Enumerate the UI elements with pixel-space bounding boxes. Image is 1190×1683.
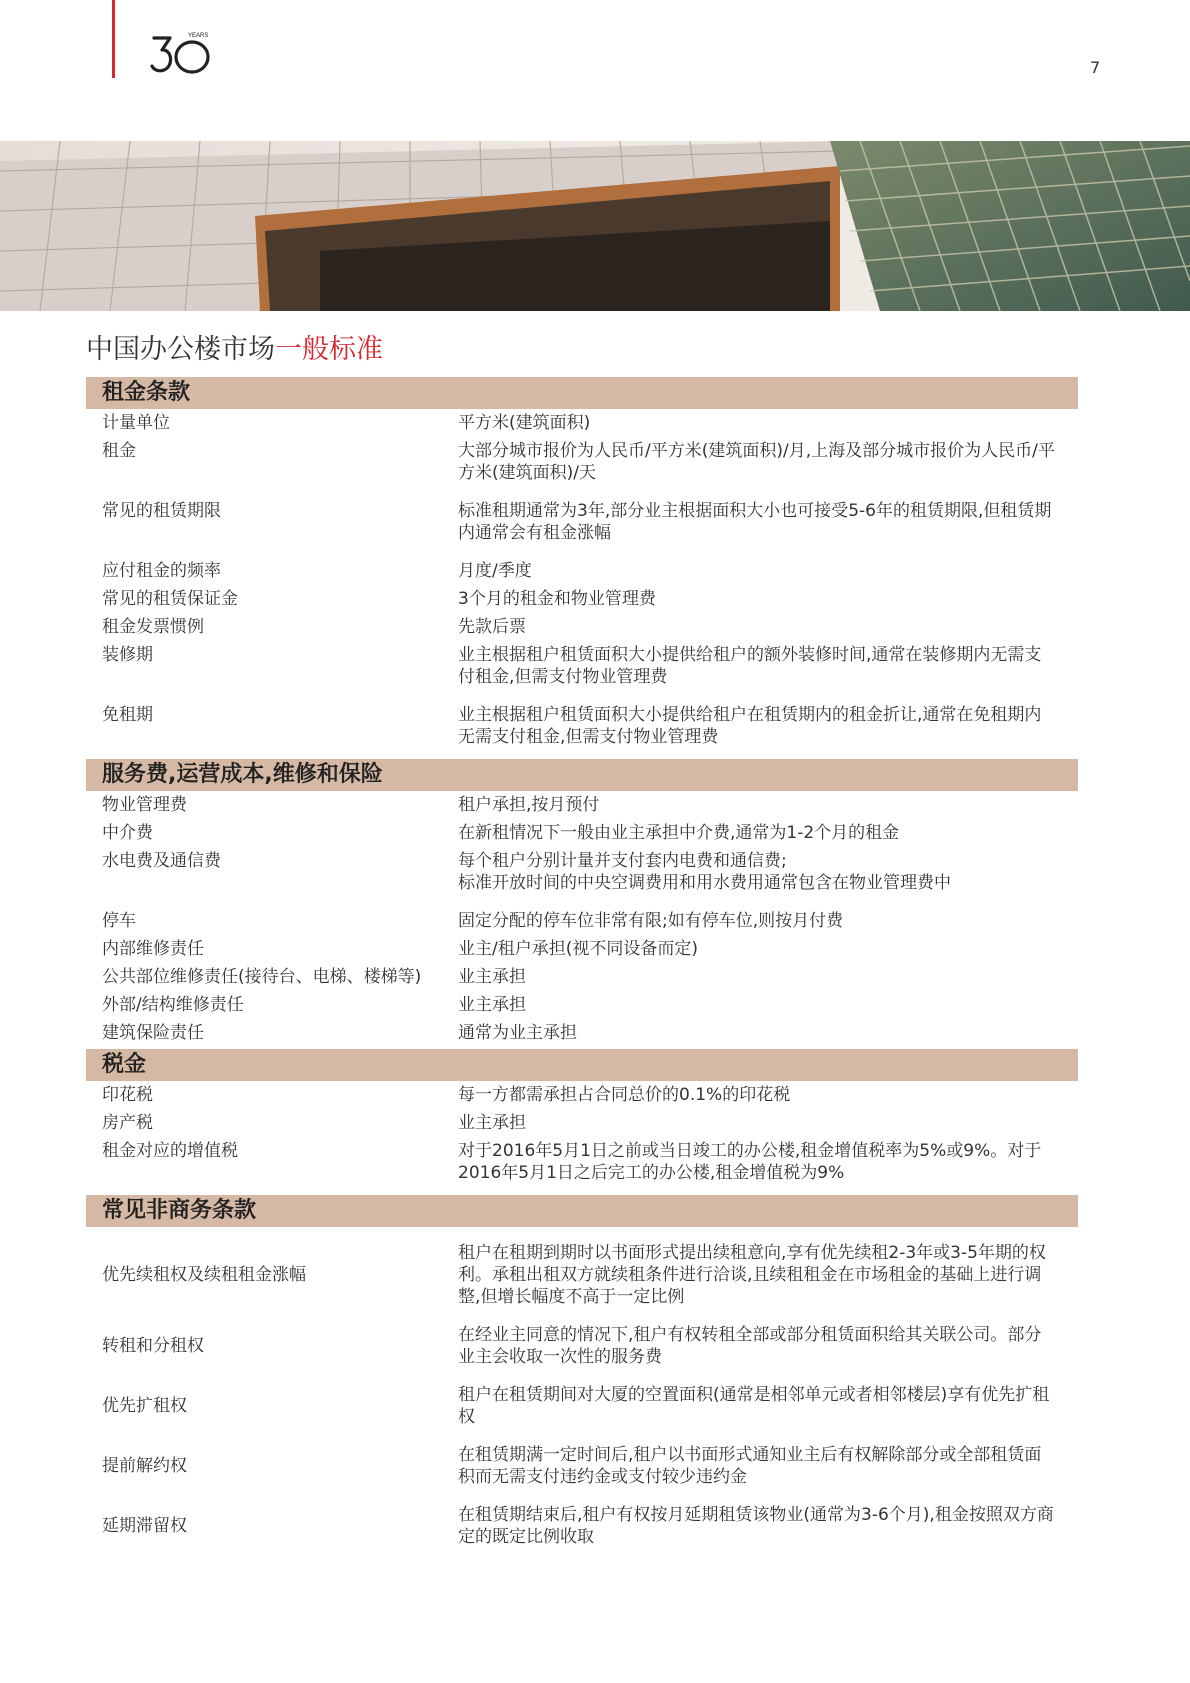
page-title	[86, 327, 383, 366]
table-row	[86, 409, 1078, 437]
row-value: 业主承担	[458, 995, 526, 1015]
page-number: 7	[1090, 58, 1101, 77]
section-header-service-fees: 服务费,运营成本,维修和保险	[86, 759, 1078, 791]
hero-building-image	[0, 141, 1190, 311]
row-label: 建筑保险责任	[102, 1023, 204, 1043]
building-facade-image	[0, 141, 1190, 311]
row-label: 印花税	[102, 1085, 153, 1105]
row-label: 租金对应的增值税	[102, 1141, 238, 1161]
row-value: 标准租期通常为3年,部分业主根据面积大小也可接受5-6年的租赁期限,但租赁期内通常会有租金涨幅	[458, 501, 1052, 543]
row-value: 先款后票	[458, 617, 526, 637]
row-label: 转租和分租权	[102, 1336, 204, 1356]
row-label: 提前解约权	[102, 1456, 187, 1476]
row-label: 水电费及通信费	[102, 851, 221, 871]
row-value: 租户承担,按月预付	[458, 795, 600, 815]
row-value: 租户在租期到期时以书面形式提出续租意向,享有优先续租2-3年或3-5年期的权利。承租出租双方就续租条件进行洽谈,且续租租金在市场租金的基础上进行调整,但增长幅度不高于一定比例	[458, 1243, 1046, 1307]
table-row	[86, 1437, 1078, 1497]
row-label: 公共部位维修责任(接待台、电梯、楼梯等)	[102, 967, 422, 987]
table-row	[86, 963, 1078, 991]
table-row	[86, 701, 1078, 751]
table-row	[86, 1137, 1078, 1187]
row-value: 平方米(建筑面积)	[458, 413, 591, 433]
row-value: 固定分配的停车位非常有限;如有停车位,则按月付费	[458, 911, 844, 931]
row-value: 业主承担	[458, 1113, 526, 1133]
row-label: 免租期	[102, 705, 153, 725]
row-value: 业主/租户承担(视不同设备而定)	[458, 939, 698, 959]
row-value: 业主根据租户租赁面积大小提供给租户的额外装修时间,通常在装修期内无需支付租金,但需支付物业管理费	[458, 645, 1042, 687]
table-row	[86, 935, 1078, 963]
row-label: 常见的租赁期限	[102, 501, 221, 521]
section-header-rent-terms: 租金条款	[86, 377, 1078, 409]
row-value: 租户在租赁期间对大厦的空置面积(通常是相邻单元或者相邻楼层)享有优先扩租权	[458, 1385, 1050, 1427]
row-label: 延期滞留权	[102, 1516, 187, 1536]
row-value-multiline	[458, 847, 1058, 897]
row-label: 优先扩租权	[102, 1396, 187, 1416]
table-row	[86, 613, 1078, 641]
section-header-non-commercial-terms: 常见非商务条款	[86, 1195, 1078, 1227]
row-value: 在新租情况下一般由业主承担中介费,通常为1-2个月的租金	[458, 823, 900, 843]
table-row	[86, 585, 1078, 613]
table-row	[86, 991, 1078, 1019]
row-value: 大部分城市报价为人民币/平方米(建筑面积)/月,上海及部分城市报价为人民币/平方米(建筑面积)/天	[458, 441, 1055, 483]
table-row	[86, 1235, 1078, 1317]
row-label: 中介费	[102, 823, 153, 843]
logo-30-years-icon	[150, 30, 220, 80]
row-value: 月度/季度	[458, 561, 532, 581]
table-row	[86, 791, 1078, 819]
table-row	[86, 907, 1078, 935]
row-value: 3个月的租金和物业管理费	[458, 589, 656, 609]
svg-text:YEARS: YEARS	[188, 33, 209, 39]
table-row	[86, 847, 1078, 907]
row-value: 对于2016年5月1日之前或当日竣工的办公楼,租金增值税率为5%或9%。对于2016年5月1日之后完工的办公楼,租金增值税为9%	[458, 1141, 1042, 1183]
standards-table	[86, 377, 1078, 1557]
row-label: 计量单位	[102, 413, 170, 433]
row-label: 房产税	[102, 1113, 153, 1133]
header-red-line	[112, 0, 115, 78]
table-row	[86, 437, 1078, 497]
row-value: 通常为业主承担	[458, 1023, 577, 1043]
row-label: 应付租金的频率	[102, 561, 221, 581]
page-title-highlight: 一般标准	[275, 334, 383, 365]
row-value-line: 每个租户分别计量并支付套内电费和通信费;	[458, 851, 787, 871]
table-row	[86, 641, 1078, 701]
row-label: 常见的租赁保证金	[102, 589, 238, 609]
section-header-taxes: 税金	[86, 1049, 1078, 1081]
table-row	[86, 1497, 1078, 1557]
row-label: 租金	[102, 441, 136, 461]
table-row	[86, 1377, 1078, 1437]
row-value: 每一方都需承担占合同总价的0.1%的印花税	[458, 1085, 791, 1105]
row-value: 业主承担	[458, 967, 526, 987]
row-value: 在租赁期满一定时间后,租户以书面形式通知业主后有权解除部分或全部租赁面积而无需支付违约金或支付较少违约金	[458, 1445, 1042, 1487]
page-title-prefix: 中国办公楼市场	[86, 334, 275, 365]
row-label: 停车	[102, 911, 136, 931]
row-value: 在经业主同意的情况下,租户有权转租全部或部分租赁面积给其关联公司。部分业主会收取一次性的服务费	[458, 1325, 1042, 1367]
row-label: 外部/结构维修责任	[102, 995, 244, 1015]
table-row	[86, 557, 1078, 585]
row-label: 装修期	[102, 645, 153, 665]
table-row	[86, 1109, 1078, 1137]
table-row	[86, 497, 1078, 557]
table-row	[86, 1317, 1078, 1377]
row-label: 优先续租权及续租租金涨幅	[102, 1265, 306, 1285]
table-row	[86, 1019, 1078, 1047]
table-row	[86, 1081, 1078, 1109]
logo-30-years	[150, 30, 220, 80]
row-value-line: 标准开放时间的中央空调费用和用水费用通常包含在物业管理费中	[458, 873, 951, 893]
row-label: 物业管理费	[102, 795, 187, 815]
row-value: 业主根据租户租赁面积大小提供给租户在租赁期内的租金折让,通常在免租期内无需支付租金,但需支付物业管理费	[458, 705, 1042, 747]
row-label: 内部维修责任	[102, 939, 204, 959]
table-row	[86, 819, 1078, 847]
row-label: 租金发票惯例	[102, 617, 204, 637]
row-value: 在租赁期结束后,租户有权按月延期租赁该物业(通常为3-6个月),租金按照双方商定的既定比例收取	[458, 1505, 1054, 1547]
